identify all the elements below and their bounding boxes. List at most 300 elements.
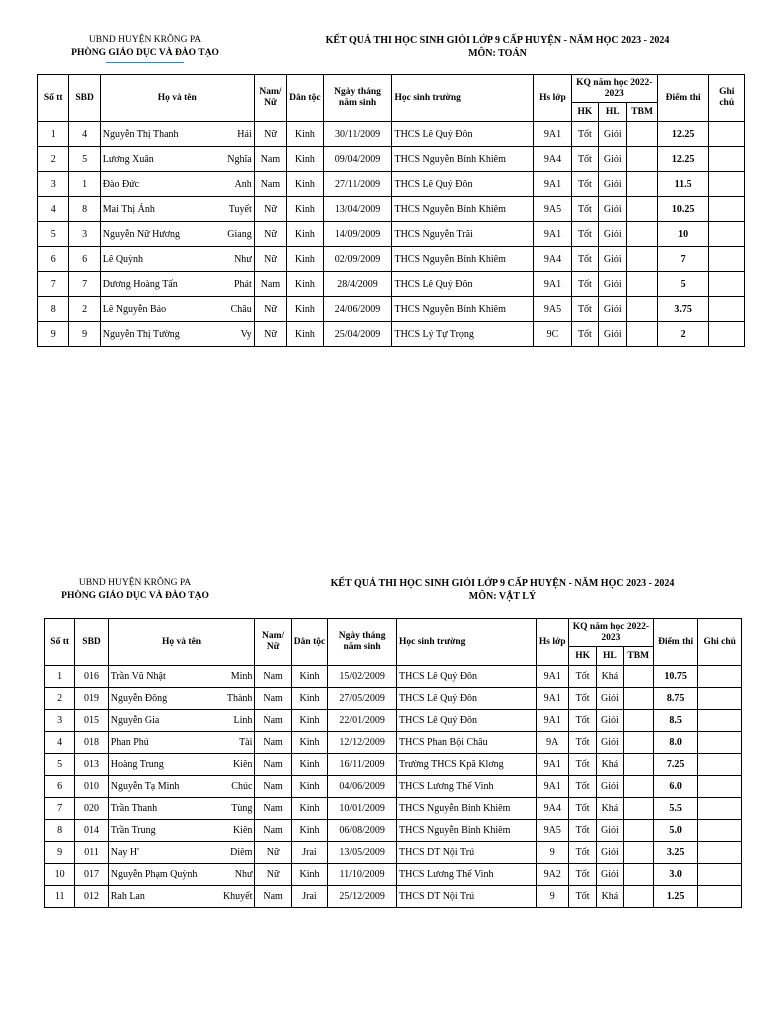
- note: [698, 710, 742, 732]
- gender: Nữ: [254, 222, 286, 247]
- exam-score: 5.5: [653, 798, 698, 820]
- student-given-name: Hải: [237, 128, 252, 140]
- gender: Nam: [255, 710, 291, 732]
- school-name: THCS Lê Quý Đôn: [396, 688, 536, 710]
- average-score: [627, 222, 657, 247]
- date-of-birth: 04/06/2009: [328, 776, 397, 798]
- conduct-grade: Tốt: [568, 688, 596, 710]
- school-name: THCS DT Nội Trú: [396, 886, 536, 908]
- candidate-number: 5: [69, 147, 100, 172]
- average-score: [623, 820, 653, 842]
- school-name: THCS Lê Quý Đôn: [396, 666, 536, 688]
- gender: Nam: [254, 147, 286, 172]
- student-name: [100, 322, 254, 347]
- note: [698, 798, 742, 820]
- student-first-name: Nguyễn Thị Thanh: [102, 128, 179, 140]
- exam-score: 8.0: [653, 732, 698, 754]
- row-number: 7: [45, 798, 75, 820]
- candidate-number: 7: [69, 272, 100, 297]
- student-name: [108, 886, 255, 908]
- ethnicity: Kinh: [291, 798, 327, 820]
- average-score: [627, 122, 657, 147]
- col-tbm: TBM: [623, 647, 653, 666]
- col-note: Ghi chú: [698, 619, 742, 666]
- table-row: [45, 776, 742, 798]
- table-row: [45, 688, 742, 710]
- school-name: THCS Lương Thế Vinh: [396, 776, 536, 798]
- row-number: 1: [45, 666, 75, 688]
- candidate-number: 018: [75, 732, 108, 754]
- row-number: 6: [38, 247, 69, 272]
- results-section-physics: [0, 560, 768, 920]
- department-name: PHÒNG GIÁO DỤC VÀ ĐÀO TẠO: [61, 591, 209, 601]
- student-given-name: Minh: [230, 671, 253, 682]
- average-score: [623, 688, 653, 710]
- date-of-birth: 30/11/2009: [323, 122, 392, 147]
- student-name: [100, 197, 254, 222]
- candidate-number: 015: [75, 710, 108, 732]
- ethnicity: Kinh: [291, 864, 327, 886]
- exam-score: 10.75: [653, 666, 698, 688]
- ethnicity: Kinh: [287, 172, 323, 197]
- class-name: 9A5: [534, 197, 571, 222]
- average-score: [623, 776, 653, 798]
- class-name: 9A4: [536, 798, 568, 820]
- academic-grade: Giỏi: [599, 122, 627, 147]
- student-given-name: Kiên: [232, 825, 253, 836]
- gender: Nam: [255, 666, 291, 688]
- exam-score: 3.25: [653, 842, 698, 864]
- table-row: [45, 710, 742, 732]
- candidate-number: 1: [69, 172, 100, 197]
- academic-grade: Giỏi: [599, 197, 627, 222]
- school-name: THCS Nguyễn Bỉnh Khiêm: [392, 197, 534, 222]
- agency-name: UBND HUYỆN KRÔNG PA: [88, 35, 202, 45]
- school-name: THCS Nguyễn Bỉnh Khiêm: [392, 247, 534, 272]
- col-name: Họ và tên: [108, 619, 255, 666]
- note: [698, 886, 742, 908]
- class-name: 9A1: [534, 222, 571, 247]
- class-name: 9A2: [536, 864, 568, 886]
- exam-score: 5: [657, 272, 709, 297]
- student-name: [108, 754, 255, 776]
- gender: Nam: [255, 798, 291, 820]
- student-first-name: Lê Nguyễn Bảo: [102, 303, 167, 315]
- table-row: [38, 297, 745, 322]
- class-name: 9A1: [536, 666, 568, 688]
- note: [698, 666, 742, 688]
- student-name: [108, 732, 255, 754]
- student-first-name: Phan Phú: [110, 737, 149, 748]
- student-given-name: Anh: [234, 178, 252, 190]
- average-score: [627, 197, 657, 222]
- row-number: 10: [45, 864, 75, 886]
- academic-grade: Giỏi: [599, 222, 627, 247]
- col-school: Học sinh trường: [396, 619, 536, 666]
- student-name: [100, 172, 254, 197]
- exam-score: 12.25: [657, 122, 709, 147]
- student-given-name: Nghĩa: [227, 153, 252, 165]
- candidate-number: 6: [69, 247, 100, 272]
- candidate-number: 2: [69, 297, 100, 322]
- student-given-name: Thành: [226, 693, 253, 704]
- exam-score: 7: [657, 247, 709, 272]
- student-first-name: Nay H': [110, 847, 139, 858]
- conduct-grade: Tốt: [568, 666, 596, 688]
- ethnicity: Kinh: [287, 322, 323, 347]
- agency-block: [50, 577, 220, 603]
- student-first-name: Lương Xuân: [102, 153, 154, 165]
- student-first-name: Mai Thị Ánh: [102, 203, 155, 215]
- exam-score: 10: [657, 222, 709, 247]
- conduct-grade: Tốt: [571, 222, 598, 247]
- exam-score: 5.0: [653, 820, 698, 842]
- table-row: [45, 864, 742, 886]
- class-name: 9A5: [534, 297, 571, 322]
- row-number: 8: [45, 820, 75, 842]
- student-name: [108, 820, 255, 842]
- student-first-name: Nguyễn Nữ Hương: [102, 228, 181, 240]
- ethnicity: Kinh: [291, 710, 327, 732]
- student-name: [108, 776, 255, 798]
- conduct-grade: Tốt: [571, 272, 598, 297]
- student-given-name: Châu: [230, 303, 252, 315]
- average-score: [623, 754, 653, 776]
- student-name: [100, 147, 254, 172]
- student-name: [100, 222, 254, 247]
- student-first-name: Trần Thanh: [110, 803, 158, 814]
- results-table-body: [45, 666, 742, 908]
- student-first-name: Rah Lan: [110, 891, 145, 902]
- candidate-number: 017: [75, 864, 108, 886]
- class-name: 9C: [534, 322, 571, 347]
- table-row: [45, 754, 742, 776]
- class-name: 9A4: [534, 247, 571, 272]
- gender: Nữ: [254, 197, 286, 222]
- row-number: 9: [45, 842, 75, 864]
- note: [709, 222, 745, 247]
- gender: Nữ: [254, 322, 286, 347]
- date-of-birth: 16/11/2009: [328, 754, 397, 776]
- conduct-grade: Tốt: [568, 710, 596, 732]
- student-first-name: Nguyễn Phạm Quỳnh: [110, 869, 198, 880]
- col-kq: KQ năm học 2022-2023: [568, 619, 653, 647]
- note: [698, 776, 742, 798]
- gender: Nam: [255, 886, 291, 908]
- student-first-name: Nguyễn Tạ Minh: [110, 781, 180, 792]
- academic-grade: Giỏi: [597, 842, 623, 864]
- row-number: 8: [38, 297, 69, 322]
- school-name: THCS Nguyễn Bỉnh Khiêm: [396, 798, 536, 820]
- conduct-grade: Tốt: [571, 297, 598, 322]
- average-score: [627, 272, 657, 297]
- col-note: Ghi chú: [709, 75, 745, 122]
- conduct-grade: Tốt: [568, 864, 596, 886]
- candidate-number: 9: [69, 322, 100, 347]
- student-name: [108, 798, 255, 820]
- average-score: [623, 732, 653, 754]
- student-first-name: Nguyễn Thị Tường: [102, 328, 180, 340]
- col-score: Điểm thi: [653, 619, 698, 666]
- average-score: [623, 798, 653, 820]
- col-score: Điểm thi: [657, 75, 709, 122]
- school-name: THCS DT Nội Trú: [396, 842, 536, 864]
- exam-score: 7.25: [653, 754, 698, 776]
- student-first-name: Nguyễn Đông: [110, 693, 168, 704]
- average-score: [623, 710, 653, 732]
- academic-grade: Giỏi: [599, 172, 627, 197]
- school-name: THCS Lê Quý Đôn: [396, 710, 536, 732]
- ethnicity: Kinh: [287, 247, 323, 272]
- row-number: 1: [38, 122, 69, 147]
- school-name: Trường THCS Kpă Klơng: [396, 754, 536, 776]
- class-name: 9A: [536, 732, 568, 754]
- row-number: 7: [38, 272, 69, 297]
- gender: Nam: [255, 754, 291, 776]
- ethnicity: Kinh: [287, 147, 323, 172]
- row-number: 5: [45, 754, 75, 776]
- date-of-birth: 24/06/2009: [323, 297, 392, 322]
- academic-grade: Giỏi: [597, 688, 623, 710]
- class-name: 9: [536, 842, 568, 864]
- table-row: [45, 732, 742, 754]
- student-given-name: Linh: [233, 715, 253, 726]
- date-of-birth: 13/05/2009: [328, 842, 397, 864]
- candidate-number: 012: [75, 886, 108, 908]
- title-block: [305, 577, 700, 603]
- candidate-number: 016: [75, 666, 108, 688]
- col-ethnic: Dân tộc: [287, 75, 323, 122]
- results-table: [37, 74, 745, 347]
- note: [709, 272, 745, 297]
- academic-grade: Khá: [597, 666, 623, 688]
- conduct-grade: Tốt: [571, 172, 598, 197]
- gender: Nam: [255, 776, 291, 798]
- col-class: Hs lớp: [536, 619, 568, 666]
- candidate-number: 011: [75, 842, 108, 864]
- col-hl: HL: [599, 103, 627, 122]
- student-name: [108, 842, 255, 864]
- date-of-birth: 13/04/2009: [323, 197, 392, 222]
- row-number: 4: [45, 732, 75, 754]
- student-name: [108, 864, 255, 886]
- school-name: THCS Lương Thế Vinh: [396, 864, 536, 886]
- gender: Nữ: [255, 842, 291, 864]
- date-of-birth: 25/04/2009: [323, 322, 392, 347]
- date-of-birth: 11/10/2009: [328, 864, 397, 886]
- average-score: [627, 322, 657, 347]
- note: [698, 864, 742, 886]
- results-section-math: [0, 0, 768, 380]
- academic-grade: Giỏi: [597, 710, 623, 732]
- conduct-grade: Tốt: [571, 147, 598, 172]
- col-hk: HK: [568, 647, 596, 666]
- col-gender: Nam/ Nữ: [255, 619, 291, 666]
- conduct-grade: Tốt: [568, 776, 596, 798]
- class-name: 9A4: [534, 147, 571, 172]
- exam-score: 12.25: [657, 147, 709, 172]
- exam-score: 2: [657, 322, 709, 347]
- col-tbm: TBM: [627, 103, 657, 122]
- title-block: [300, 34, 695, 60]
- student-given-name: Chúc: [231, 781, 253, 792]
- gender: Nữ: [254, 247, 286, 272]
- results-table-body: [38, 122, 745, 347]
- candidate-number: 014: [75, 820, 108, 842]
- student-first-name: Dương Hoàng Tấn: [102, 278, 178, 290]
- exam-score: 1.25: [653, 886, 698, 908]
- col-stt: Số tt: [45, 619, 75, 666]
- date-of-birth: 06/08/2009: [328, 820, 397, 842]
- student-first-name: Trần Trung: [110, 825, 156, 836]
- date-of-birth: 22/01/2009: [328, 710, 397, 732]
- note: [698, 842, 742, 864]
- note: [709, 172, 745, 197]
- school-name: THCS Lê Quý Đôn: [392, 172, 534, 197]
- conduct-grade: Tốt: [568, 798, 596, 820]
- conduct-grade: Tốt: [568, 842, 596, 864]
- school-name: THCS Nguyễn Bỉnh Khiêm: [392, 297, 534, 322]
- school-name: THCS Nguyễn Bỉnh Khiêm: [396, 820, 536, 842]
- student-given-name: Kiên: [232, 759, 253, 770]
- col-hk: HK: [571, 103, 598, 122]
- average-score: [627, 172, 657, 197]
- col-sbd: SBD: [75, 619, 108, 666]
- class-name: 9A5: [536, 820, 568, 842]
- page-title: KẾT QUẢ THI HỌC SINH GIỎI LỚP 9 CẤP HUYỆN - NĂM HỌC 2023 - 2024: [330, 578, 675, 589]
- average-score: [627, 147, 657, 172]
- conduct-grade: Tốt: [571, 197, 598, 222]
- school-name: THCS Nguyễn Trãi: [392, 222, 534, 247]
- row-number: 5: [38, 222, 69, 247]
- exam-score: 11.5: [657, 172, 709, 197]
- candidate-number: 019: [75, 688, 108, 710]
- exam-score: 8.75: [653, 688, 698, 710]
- academic-grade: Khá: [597, 798, 623, 820]
- class-name: 9A1: [534, 172, 571, 197]
- candidate-number: 010: [75, 776, 108, 798]
- student-first-name: Đào Đức: [102, 178, 140, 190]
- conduct-grade: Tốt: [568, 886, 596, 908]
- ethnicity: Kinh: [287, 122, 323, 147]
- ethnicity: Kinh: [287, 297, 323, 322]
- gender: Nam: [255, 732, 291, 754]
- ethnicity: Kinh: [291, 754, 327, 776]
- row-number: 11: [45, 886, 75, 908]
- student-first-name: Trần Vũ Nhật: [110, 671, 166, 682]
- conduct-grade: Tốt: [568, 820, 596, 842]
- academic-grade: Giỏi: [597, 820, 623, 842]
- table-row: [45, 886, 742, 908]
- school-name: THCS Lý Tự Trọng: [392, 322, 534, 347]
- agency-name: UBND HUYỆN KRÔNG PA: [78, 578, 192, 588]
- note: [709, 197, 745, 222]
- academic-grade: Khá: [597, 754, 623, 776]
- conduct-grade: Tốt: [571, 247, 598, 272]
- col-name: Họ và tên: [100, 75, 254, 122]
- class-name: 9A1: [536, 688, 568, 710]
- class-name: 9A1: [536, 776, 568, 798]
- student-name: [100, 272, 254, 297]
- col-sbd: SBD: [69, 75, 100, 122]
- student-first-name: Nguyễn Gia: [110, 715, 160, 726]
- student-given-name: Tài: [239, 737, 253, 748]
- col-dob: Ngày tháng năm sinh: [328, 619, 397, 666]
- academic-grade: Giỏi: [597, 776, 623, 798]
- school-name: THCS Phan Bội Châu: [396, 732, 536, 754]
- student-given-name: Như: [234, 253, 252, 265]
- note: [709, 297, 745, 322]
- ethnicity: Kinh: [291, 688, 327, 710]
- candidate-number: 013: [75, 754, 108, 776]
- table-row: [38, 147, 745, 172]
- exam-score: 3.75: [657, 297, 709, 322]
- table-row: [38, 322, 745, 347]
- academic-grade: Giỏi: [597, 732, 623, 754]
- table-row: [45, 820, 742, 842]
- note: [698, 754, 742, 776]
- ethnicity: Kinh: [291, 820, 327, 842]
- note: [709, 247, 745, 272]
- class-name: 9A1: [534, 272, 571, 297]
- col-dob: Ngày tháng năm sinh: [323, 75, 392, 122]
- gender: Nam: [254, 272, 286, 297]
- ethnicity: Jrai: [291, 886, 327, 908]
- conduct-grade: Tốt: [568, 754, 596, 776]
- ethnicity: Kinh: [291, 732, 327, 754]
- academic-grade: Giỏi: [599, 297, 627, 322]
- school-name: THCS Nguyễn Bỉnh Khiêm: [392, 147, 534, 172]
- student-name: [100, 247, 254, 272]
- student-name: [100, 297, 254, 322]
- table-row: [38, 197, 745, 222]
- note: [709, 147, 745, 172]
- col-class: Hs lớp: [534, 75, 571, 122]
- student-given-name: Phát: [233, 278, 252, 290]
- note: [709, 122, 745, 147]
- exam-score: 10.25: [657, 197, 709, 222]
- note: [709, 322, 745, 347]
- average-score: [623, 886, 653, 908]
- academic-grade: Giỏi: [599, 147, 627, 172]
- gender: Nữ: [255, 864, 291, 886]
- note: [698, 732, 742, 754]
- candidate-number: 8: [69, 197, 100, 222]
- gender: Nữ: [254, 297, 286, 322]
- student-given-name: Tùng: [231, 803, 253, 814]
- note: [698, 688, 742, 710]
- class-name: 9A1: [534, 122, 571, 147]
- subject-title: MÔN: TOÁN: [468, 48, 527, 59]
- row-number: 9: [38, 322, 69, 347]
- academic-grade: Giỏi: [599, 322, 627, 347]
- average-score: [623, 666, 653, 688]
- table-row: [45, 842, 742, 864]
- date-of-birth: 27/11/2009: [323, 172, 392, 197]
- date-of-birth: 28/4/2009: [323, 272, 392, 297]
- school-name: THCS Lê Quý Đôn: [392, 272, 534, 297]
- date-of-birth: 15/02/2009: [328, 666, 397, 688]
- student-first-name: Lê Quỳnh: [102, 253, 144, 265]
- candidate-number: 3: [69, 222, 100, 247]
- student-name: [108, 666, 255, 688]
- exam-score: 8.5: [653, 710, 698, 732]
- ethnicity: Kinh: [287, 272, 323, 297]
- academic-grade: Khá: [597, 886, 623, 908]
- ethnicity: Kinh: [291, 776, 327, 798]
- ethnicity: Jrai: [291, 842, 327, 864]
- gender: Nam: [254, 172, 286, 197]
